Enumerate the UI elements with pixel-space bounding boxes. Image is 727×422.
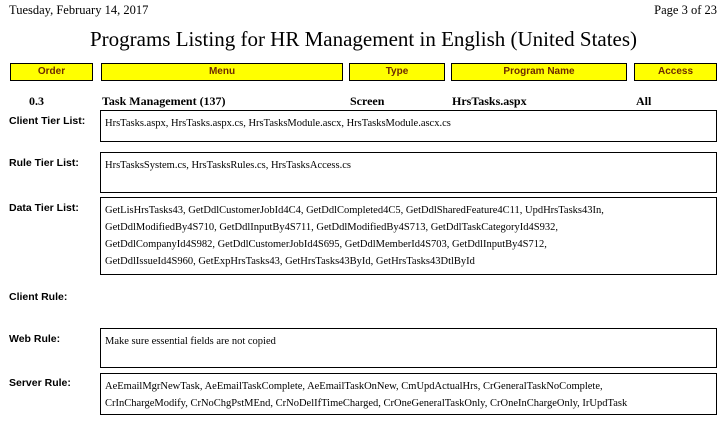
row-menu: Task Management (137) [102, 94, 226, 108]
column-header-type: Type [349, 63, 445, 81]
server-rule-line: AeEmailMgrNewTask, AeEmailTaskComplete, AeEmailTaskOnNew, CmUpdActualHrs, CrGeneralTaskNoComplete, [105, 381, 603, 392]
row-program-name: HrsTasks.aspx [452, 94, 527, 108]
row-order: 0.3 [29, 94, 44, 108]
server-rule-line: CrInChargeModify, CrNoChgPstMEnd, CrNoDelIfTimeCharged, CrOneGeneralTaskOnly, CrOneInChargeOnly, IrUpdTask [105, 398, 628, 409]
data-tier-line: GetDdlCompanyId4S982, GetDdlCustomerJobId4S695, GetDdlMemberId4S703, GetDdlInputBy4S712, [105, 239, 547, 250]
data-tier-label: Data Tier List: [9, 202, 79, 214]
data-tier-line: GetDdlIssueId4S960, GetExpHrsTasks43, GetHrsTasks43ById, GetHrsTasks43DtlById [105, 256, 475, 267]
client-tier-line: HrsTasks.aspx, HrsTasks.aspx.cs, HrsTasksModule.ascx, HrsTasksModule.ascx.cs [105, 118, 451, 129]
row-type: Screen [350, 94, 385, 108]
client-tier-box [100, 110, 717, 142]
column-header-order: Order [10, 63, 93, 81]
client-tier-label: Client Tier List: [9, 115, 86, 127]
client-rule-label: Client Rule: [9, 291, 68, 303]
column-header-program-name: Program Name [451, 63, 627, 81]
rule-tier-line: HrsTasksSystem.cs, HrsTasksRules.cs, HrsTasksAccess.cs [105, 160, 351, 171]
report-date: Tuesday, February 14, 2017 [9, 3, 149, 17]
data-tier-line: GetDdlModifiedBy4S710, GetDdlInputBy4S711, GetDdlModifiedBy4S713, GetDdlTaskCategoryId4S932, [105, 222, 558, 233]
rule-tier-label: Rule Tier List: [9, 157, 79, 169]
report-title: Programs Listing for HR Management in English (United States) [89, 27, 638, 51]
page-number: Page 3 of 23 [654, 3, 717, 17]
web-rule-label: Web Rule: [9, 333, 61, 345]
row-access: All [636, 94, 652, 108]
column-header-access: Access [634, 63, 717, 81]
data-tier-line: GetLisHrsTasks43, GetDdlCustomerJobId4C4, GetDdlCompleted4C5, GetDdlSharedFeature4C11, UpdHrsTasks43In, [105, 205, 604, 216]
server-rule-label: Server Rule: [9, 377, 71, 389]
data-tier-box [100, 197, 717, 275]
server-rule-box [100, 373, 717, 415]
rule-tier-box [100, 152, 717, 193]
column-header-menu: Menu [101, 63, 343, 81]
web-rule-line: Make sure essential fields are not copied [105, 336, 276, 347]
web-rule-box [100, 328, 717, 368]
